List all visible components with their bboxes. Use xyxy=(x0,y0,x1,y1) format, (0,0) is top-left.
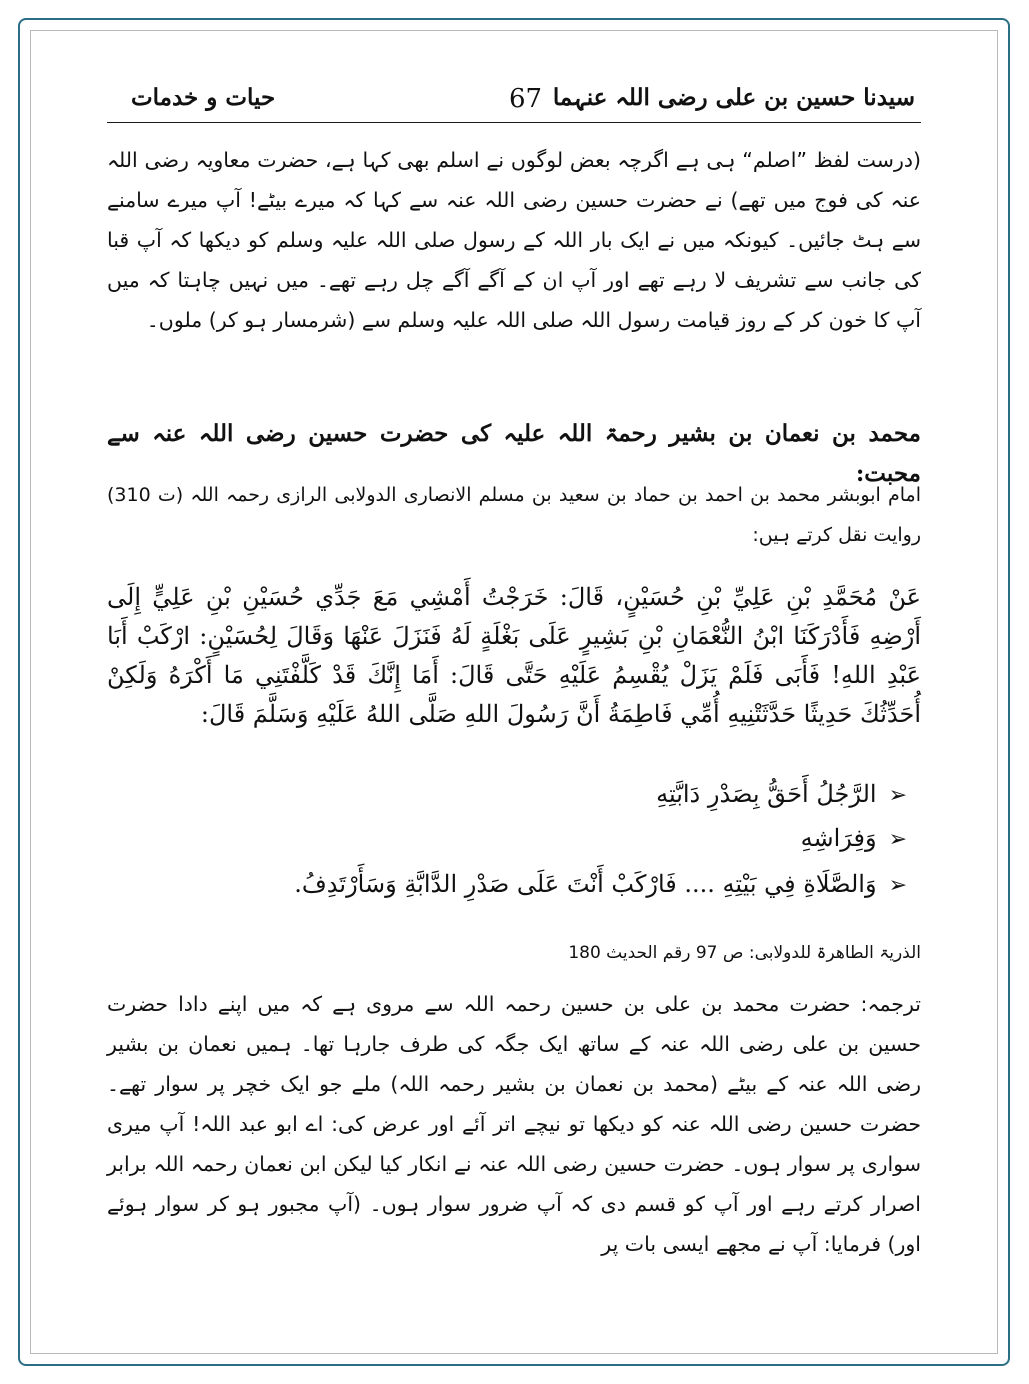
intro-paragraph xyxy=(107,140,921,340)
bullet-text: وَالصَّلَاةِ فِي بَيْتِهِ .... فَارْكَبْ أَنْتَ عَلَى صَدْرِ الدَّابَّةِ وَسَأَرْتَدِفُ. xyxy=(294,870,877,898)
translation-paragraph-text: ترجمہ: حضرت محمد بن علی بن حسین رحمہ اللہ سے مروی ہے کہ میں اپنے دادا حضرت حسین بن علی رضی اللہ عنہ کے ساتھ ایک جگہ کی طرف جارہا تھا۔ ہمیں نعمان بن بشیر رضی اللہ عنہ کے بیٹے (محمد بن نعمان بن بشیر رحمہ اللہ) ملے جو ایک خچر پر سوار تھے۔ حضرت حسین رضی اللہ عنہ کو دیکھا تو نیچے اتر آئے اور عرض کی: اے ابو عبد اللہ! آپ میری سواری پر سوار ہوں۔ حضرت حسین رضی اللہ عنہ نے انکار کیا لیکن ابن نعمان رحمہ اللہ برابر اصرار کرتے رہے اور آپ کو قسم دی کہ آپ ضرور سوار ہوں۔ (آپ مجبور ہو کر سوار ہوئے اور) فرمایا: آپ نے مجھے ایسی بات پر xyxy=(107,992,921,1256)
arrow-bullet-icon: ➢ xyxy=(888,783,907,808)
bullet-item xyxy=(656,780,907,808)
arrow-bullet-icon: ➢ xyxy=(888,873,907,898)
intro-paragraph-text: (درست لفظ ”اصلم“ ہی ہے اگرچہ بعض لوگوں نے اسلم بھی کہا ہے، حضرت معاویہ رضی اللہ عنہ کی فوج میں تھے) نے حضرت حسین رضی اللہ عنہ سے کہا کہ میرے بیٹے! آپ میرے سامنے سے ہٹ جائیں۔ کیونکہ میں نے ایک بار اللہ کے رسول صلی اللہ علیہ وسلم کو دیکھا کہ آپ قبا کی جانب سے تشریف لا رہے تھے اور آپ ان کے آگے آگے چل رہے تھے۔ میں نہیں چاہتا کہ میں آپ کا خون کر کے روز قیامت رسول اللہ صلی اللہ علیہ وسلم سے (شرمسار ہو کر) ملوں۔ xyxy=(107,148,921,332)
page-number: 67 xyxy=(509,84,543,114)
translation-paragraph xyxy=(107,984,921,1264)
arabic-hadith-text: عَنْ مُحَمَّدِ بْنِ عَلِيِّ بْنِ حُسَيْنٍ، قَالَ: خَرَجْتُ أَمْشِي مَعَ جَدِّي حُسَيْنِ بْنِ عَلِيٍّ إِلَى أَرْضِهِ فَأَدْرَكَنَا ابْنُ النُّعْمَانِ بْنِ بَشِيرٍ عَلَى بَغْلَةٍ لَهُ فَنَزَلَ عَنْهَا وَقَالَ لِحُسَيْنٍ: ارْكَبْ أَبَا عَبْدِ اللهِ! فَأَبَى فَلَمْ يَزَلْ يُقْسِمُ عَلَيْهِ حَتَّى قَالَ: أَمَا إِنَّكَ قَدْ كَلَّفْتَنِي مَا أَكْرَهُ وَلَكِنْ أُحَدِّثُكَ حَدِيثًا حَدَّثَتْنِيهِ أُمِّي فَاطِمَةُ أَنَّ رَسُولَ اللهِ صَلَّى اللهُ عَلَيْهِ وَسَلَّمَ قَالَ: xyxy=(107,583,921,728)
bullet-item xyxy=(294,870,907,898)
hadith-reference: الذریۃ الطاھرۃ للدولابی: ص 97 رقم الحدیث 180 xyxy=(568,943,921,963)
page-header xyxy=(107,82,921,123)
bullet-text: الرَّجُلُ أَحَقُّ بِصَدْرِ دَابَّتِهِ xyxy=(656,780,877,808)
narrator-paragraph xyxy=(107,475,921,555)
arrow-bullet-icon: ➢ xyxy=(888,827,907,852)
section-heading-text: محمد بن نعمان بن بشیر رحمۃ اللہ علیہ کی حضرت حسین رضی اللہ عنہ سے محبت: xyxy=(107,420,921,487)
arabic-hadith xyxy=(107,578,921,734)
book-title: سیدنا حسین بن علی رضی اللہ عنہما xyxy=(552,84,915,111)
running-title: حیات و خدمات xyxy=(131,84,276,111)
bullet-item xyxy=(801,824,907,852)
bullet-text: وَفِرَاشِهِ xyxy=(800,824,877,852)
narrator-paragraph-text: امام ابوبشر محمد بن احمد بن حماد بن سعید بن مسلم الانصاری الدولابی الرازی رحمہ اللہ (ت 310) روایت نقل کرتے ہیں: xyxy=(107,484,921,546)
